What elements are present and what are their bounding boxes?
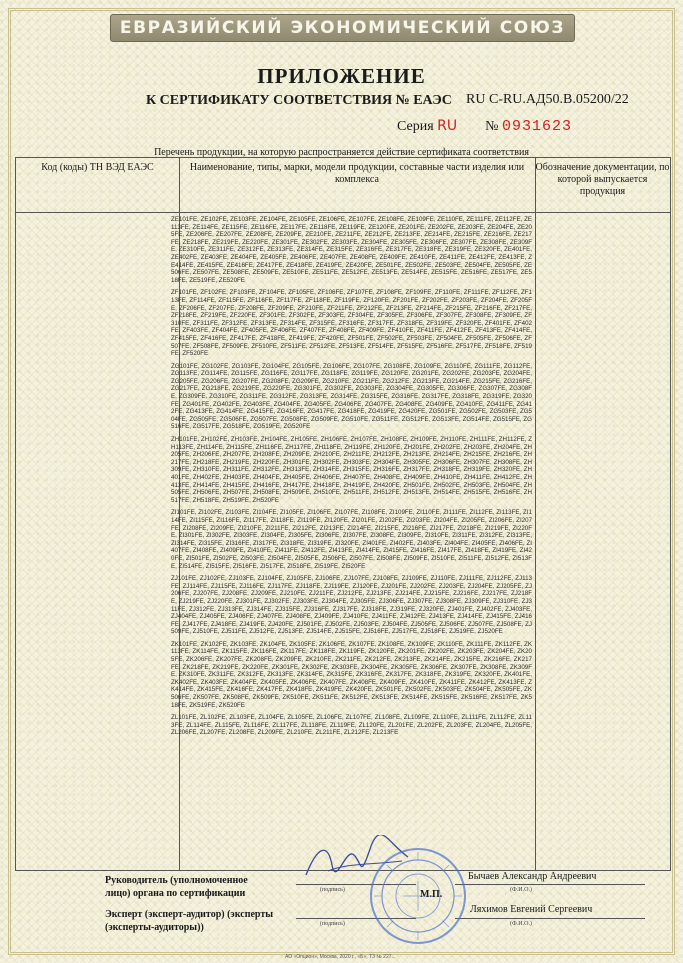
expert-sign-caption: (подпись) (320, 921, 345, 927)
product-block-zk: ZK101FE, ZK102FE, ZK103FE, ZK104FE, ZK105FE, ZK106FE, ZK107FE, ZK108FE, ZK109FE, ZK110FE, ZK111FE, ZK112FE, ZK113FE, ZK114FE, ZK115FE, ZK116FE, ZK117FE, ZK118FE, ZK119FE, ZK120FE, ZK201FE, ZK202FE, ZK203FE, ZK204FE, ZK205FE, ZK206FE, ZK207FE, ZK208FE, ZK209FE, ZK210FE, ZK211FE, ZK212FE, ZK213FE, ZK214FE, ZK215FE, ZK216FE, ZK217FE, ZK218FE, ZK219FE, ZK220FE, ZK301FE, ZK302FE, ZK303FE, ZK304FE, ZK305FE, ZK306FE, ZK307FE, ZK308FE, ZK309FE, ZK310FE, ZK311FE, ZK312FE, ZK313FE, ZK314FE, ZK315FE, ZK316FE, ZK317FE, ZK318FE, ZK319FE, ZK320FE, ZK401FE, ZK402FE, ZK403FE, ZK404FE, ZK405FE, ZK406FE, ZK407FE, ZK408FE, ZK409FE, ZK410FE, ZK411FE, ZK412FE, ZK413FE, ZK414FE, ZK415FE, ZK416FE, ZK417FE, ZK418FE, ZK419FE, ZK420FE, ZK501FE, ZK502FE, ZK503FE, ZK504FE, ZK505FE, ZK506FE, ZK507FE, ZK508FE, ZK509FE, ZK510FE, ZK511FE, ZK512FE, ZK513FE, ZK514FE, ZK515FE, ZK516FE, ZK517FE, ZK518FE, ZK519FE, ZK520FE (171, 640, 532, 709)
series-label: Серия (397, 119, 434, 134)
series-value: RU (437, 118, 458, 134)
head-fio-caption: (Ф.И.О.) (510, 887, 532, 893)
head-label: Руководитель (уполномоченное лицо) органа по сертификации (105, 875, 248, 899)
product-block-zf: ZF101FE, ZF102FE, ZF103FE, ZF104FE, ZF105FE, ZF106FE, ZF107FE, ZF108FE, ZF109FE, ZF110FE, ZF111FE, ZF112FE, ZF113FE, ZF114FE, ZF115FE, ZF116FE, ZF117FE, ZF118FE, ZF119FE, ZF120FE, ZF201FE, ZF202FE, ZF203FE, ZF204FE, ZF205FE, ZF206FE, ZF207FE, ZF208FE, ZF209FE, ZF210FE, ZF211FE, ZF212FE, ZF213FE, ZF214FE, ZF215FE, ZF216FE, ZF217FE, ZF218FE, ZF219FE, ZF220FE, ZF301FE, ZF302FE, ZF303FE, ZF304FE, ZF305FE, ZF306FE, ZF307FE, ZF308FE, ZF309FE, ZF310FE, ZF311FE, ZF312FE, ZF313FE, ZF314FE, ZF315FE, ZF316FE, ZF317FE, ZF318FE, ZF319FE, ZF320FE, ZF401FE, ZF402FE, ZF403FE, ZF404FE, ZF405FE, ZF406FE, ZF407FE, ZF408FE, ZF409FE, ZF410FE, ZF411FE, ZF412FE, ZF413FE, ZF414FE, ZF415FE, ZF416FE, ZF417FE, ZF418FE, ZF419FE, ZF420FE, ZF501FE, ZF502FE, ZF503FE, ZF504FE, ZF505FE, ZF506FE, ZF507FE, ZF508FE, ZF509FE, ZF510FE, ZF511FE, ZF512FE, ZF513FE, ZF514FE, ZF515FE, ZF516FE, ZF517FE, ZF518FE, ZF519FE, ZF520FE (171, 289, 532, 358)
expert-fio-caption: (Ф.И.О.) (510, 921, 532, 927)
column-header-name: Наименование, типы, марки, модели продукции, составные части изделия или комплекса (189, 162, 525, 185)
document-subtitle: К СЕРТИФИКАТУ СООТВЕТСТВИЯ № ЕАЭС (146, 93, 452, 108)
header-divider (16, 212, 670, 213)
column-header-docs: Обозначение документации, по которой выпускается продукция (535, 162, 670, 197)
expert-fio-line (455, 918, 645, 919)
head-name: Бычаев Александр Андреевич (468, 871, 597, 882)
product-block-zi: ZI101FE, ZI102FE, ZI103FE, ZI104FE, ZI105FE, ZI106FE, ZI107FE, ZI108FE, ZI109FE, ZI110FE, ZI111FE, ZI112FE, ZI113FE, ZI114FE, ZI115FE, ZI116FE, ZI117FE, ZI118FE, ZI119FE, ZI120FE, ZI201FE, ZI202FE, ZI203FE, ZI204FE, ZI205FE, ZI206FE, ZI207FE, ZI208FE, ZI209FE, ZI210FE, ZI211FE, ZI212FE, ZI213FE, ZI214FE, ZI215FE, ZI216FE, ZI217FE, ZI218FE, ZI219FE, ZI220FE, ZI301FE, ZI302FE, ZI303FE, ZI304FE, ZI305FE, ZI306FE, ZI307FE, ZI308FE, ZI309FE, ZI310FE, ZI311FE, ZI312FE, ZI313FE, ZI314FE, ZI315FE, ZI316FE, ZI317FE, ZI318FE, ZI319FE, ZI320FE, ZI401FE, ZI402FE, ZI403FE, ZI404FE, ZI405FE, ZI406FE, ZI407FE, ZI408FE, ZI409FE, ZI410FE, ZI411FE, ZI412FE, ZI413FE, ZI414FE, ZI415FE, ZI416FE, ZI417FE, ZI418FE, ZI419FE, ZI420FE, ZI501FE, ZI502FE, ZI503FE, ZI504FE, ZI505FE, ZI506FE, ZI507FE, ZI508FE, ZI509FE, ZI510FE, ZI511FE, ZI512FE, ZI513FE, ZI514FE, ZI515FE, ZI516FE, ZI517FE, ZI518FE, ZI519FE, ZI520FE (171, 509, 532, 570)
expert-label: Эксперт (эксперт-аудитор) (эксперты (эксперты-аудиторы)) (105, 909, 274, 933)
product-block-ze: ZE101FE, ZE102FE, ZE103FE, ZE104FE, ZE105FE, ZE106FE, ZE107FE, ZE108FE, ZE109FE, ZE110FE, ZE111FE, ZE112FE, ZE113FE, ZE114FE, ZE115FE, ZE116FE, ZE117FE, ZE118FE, ZE119FE, ZE120FE, ZE201FE, ZE202FE, ZE203FE, ZE204FE, ZE205FE, ZE206FE, ZE207FE, ZE208FE, ZE209FE, ZE210FE, ZE211FE, ZE212FE, ZE213FE, ZE214FE, ZE215FE, ZE216FE, ZE217FE, ZE218FE, ZE219FE, ZE220FE, ZE301FE, ZE302FE, ZE303FE, ZE304FE, ZE305FE, ZE306FE, ZE307FE, ZE308FE, ZE309FE, ZE310FE, ZE311FE, ZE312FE, ZE313FE, ZE314FE, ZE315FE, ZE316FE, ZE317FE, ZE318FE, ZE319FE, ZE320FE, ZE401FE, ZE402FE, ZE403FE, ZE404FE, ZE405FE, ZE406FE, ZE407FE, ZE408FE, ZE409FE, ZE410FE, ZE411FE, ZE412FE, ZE413FE, ZE414FE, ZE415FE, ZE416FE, ZE417FE, ZE418FE, ZE419FE, ZE420FE, ZE501FE, ZE502FE, ZE503FE, ZE504FE, ZE505FE, ZE506FE, ZE507FE, ZE508FE, ZE509FE, ZE510FE, ZE511FE, ZE512FE, ZE513FE, ZE514FE, ZE515FE, ZE516FE, ZE517FE, ZE518FE, ZE519FE, ZE520FE (171, 216, 532, 284)
product-block-zg: ZG101FE, ZG102FE, ZG103FE, ZG104FE, ZG105FE, ZG106FE, ZG107FE, ZG108FE, ZG109FE, ZG110FE, ZG111FE, ZG112FE, ZG113FE, ZG114FE, ZG115FE, ZG116FE, ZG117FE, ZG118FE, ZG119FE, ZG120FE, ZG201FE, ZG202FE, ZG203FE, ZG204FE, ZG205FE, ZG206FE, ZG207FE, ZG208FE, ZG209FE, ZG210FE, ZG211FE, ZG212FE, ZG213FE, ZG214FE, ZG215FE, ZG216FE, ZG217FE, ZG218FE, ZG219FE, ZG220FE, ZG301FE, ZG302FE, ZG303FE, ZG304FE, ZG305FE, ZG306FE, ZG307FE, ZG308FE, ZG309FE, ZG310FE, ZG311FE, ZG312FE, ZG313FE, ZG314FE, ZG315FE, ZG316FE, ZG317FE, ZG318FE, ZG319FE, ZG320FE, ZG401FE, ZG402FE, ZG403FE, ZG404FE, ZG405FE, ZG406FE, ZG407FE, ZG408FE, ZG409FE, ZG410FE, ZG411FE, ZG412FE, ZG413FE, ZG414FE, ZG415FE, ZG416FE, ZG417FE, ZG418FE, ZG419FE, ZG420FE, ZG501FE, ZG502FE, ZG503FE, ZG504FE, ZG505FE, ZG506FE, ZG507FE, ZG508FE, ZG509FE, ZG510FE, ZG511FE, ZG512FE, ZG513FE, ZG514FE, ZG515FE, ZG516FE, ZG517FE, ZG518FE, ZG519FE, ZG520FE (171, 362, 532, 431)
series-row (397, 118, 572, 135)
union-banner: ЕВРАЗИЙСКИЙ ЭКОНОМИЧЕСКИЙ СОЮЗ (110, 14, 575, 42)
seal-mark: М.П. (420, 889, 443, 900)
head-fio-line (455, 884, 645, 885)
column-header-code: Код (коды) ТН ВЭД ЕАЭС (41, 162, 154, 173)
products-table (15, 157, 671, 871)
printer-footer: АО «Опцион», Москва, 2020 г., «Б», ТЗ № 227... (285, 954, 396, 960)
certification-seal-icon (368, 846, 468, 946)
certificate-number: RU C-RU.АД50.В.05200/22 (466, 92, 629, 107)
intro-text: Перечень продукции, на которую распространяется действие сертификата соответствия (154, 147, 529, 158)
product-block-zh: ZH101FE, ZH102FE, ZH103FE, ZH104FE, ZH105FE, ZH106FE, ZH107FE, ZH108FE, ZH109FE, ZH110FE, ZH111FE, ZH112FE, ZH113FE, ZH114FE, ZH115FE, ZH116FE, ZH117FE, ZH118FE, ZH119FE, ZH120FE, ZH201FE, ZH202FE, ZH203FE, ZH204FE, ZH205FE, ZH206FE, ZH207FE, ZH208FE, ZH209FE, ZH210FE, ZH211FE, ZH212FE, ZH213FE, ZH214FE, ZH215FE, ZH216FE, ZH217FE, ZH218FE, ZH219FE, ZH220FE, ZH301FE, ZH302FE, ZH303FE, ZH304FE, ZH305FE, ZH306FE, ZH307FE, ZH308FE, ZH309FE, ZH310FE, ZH311FE, ZH312FE, ZH313FE, ZH314FE, ZH315FE, ZH316FE, ZH317FE, ZH318FE, ZH319FE, ZH320FE, ZH401FE, ZH402FE, ZH403FE, ZH404FE, ZH405FE, ZH406FE, ZH407FE, ZH408FE, ZH409FE, ZH410FE, ZH411FE, ZH412FE, ZH413FE, ZH414FE, ZH415FE, ZH416FE, ZH417FE, ZH418FE, ZH419FE, ZH420FE, ZH501FE, ZH502FE, ZH503FE, ZH504FE, ZH505FE, ZH506FE, ZH507FE, ZH508FE, ZH509FE, ZH510FE, ZH511FE, ZH512FE, ZH513FE, ZH514FE, ZH515FE, ZH516FE, ZH517FE, ZH518FE, ZH519FE, ZH520FE (171, 436, 532, 504)
product-block-zj: ZJ101FE, ZJ102FE, ZJ103FE, ZJ104FE, ZJ105FE, ZJ106FE, ZJ107FE, ZJ108FE, ZJ109FE, ZJ110FE, ZJ111FE, ZJ112FE, ZJ113FE, ZJ114FE, ZJ115FE, ZJ116FE, ZJ117FE, ZJ118FE, ZJ119FE, ZJ120FE, ZJ201FE, ZJ202FE, ZJ203FE, ZJ204FE, ZJ205FE, ZJ206FE, ZJ207FE, ZJ208FE, ZJ209FE, ZJ210FE, ZJ211FE, ZJ212FE, ZJ213FE, ZJ214FE, ZJ215FE, ZJ216FE, ZJ217FE, ZJ218FE, ZJ219FE, ZJ220FE, ZJ301FE, ZJ302FE, ZJ303FE, ZJ304FE, ZJ305FE, ZJ306FE, ZJ307FE, ZJ308FE, ZJ309FE, ZJ310FE, ZJ311FE, ZJ312FE, ZJ313FE, ZJ314FE, ZJ315FE, ZJ316FE, ZJ317FE, ZJ318FE, ZJ319FE, ZJ320FE, ZJ401FE, ZJ402FE, ZJ403FE, ZJ404FE, ZJ405FE, ZJ406FE, ZJ407FE, ZJ408FE, ZJ409FE, ZJ410FE, ZJ411FE, ZJ412FE, ZJ413FE, ZJ414FE, ZJ415FE, ZJ416FE, ZJ417FE, ZJ418FE, ZJ419FE, ZJ420FE, ZJ501FE, ZJ502FE, ZJ503FE, ZJ504FE, ZJ505FE, ZJ506FE, ZJ507FE, ZJ508FE, ZJ509FE, ZJ510FE, ZJ511FE, ZJ512FE, ZJ513FE, ZJ514FE, ZJ515FE, ZJ516FE, ZJ517FE, ZJ518FE, ZJ519FE, ZJ520FE (171, 575, 532, 636)
number-label: № (485, 119, 499, 134)
column-divider (535, 158, 536, 870)
document-title: ПРИЛОЖЕНИЕ (257, 64, 426, 88)
product-block-zl: ZL101FE, ZL102FE, ZL103FE, ZL104FE, ZL105FE, ZL106FE, ZL107FE, ZL108FE, ZL109FE, ZL110FE, ZL111FE, ZL112FE, ZL113FE, ZL114FE, ZL115FE, ZL116FE, ZL117FE, ZL118FE, ZL119FE, ZL120FE, ZL201FE, ZL202FE, ZL203FE, ZL204FE, ZL205FE, ZL206FE, ZL207FE, ZL208FE, ZL209FE, ZL210FE, ZL211FE, ZL212FE, ZL213FE (171, 714, 532, 737)
head-sign-caption: (подпись) (320, 887, 345, 893)
product-list (171, 216, 532, 868)
expert-name: Ляхимов Евгений Сергеевич (470, 904, 593, 915)
form-number: 0931623 (502, 118, 573, 135)
